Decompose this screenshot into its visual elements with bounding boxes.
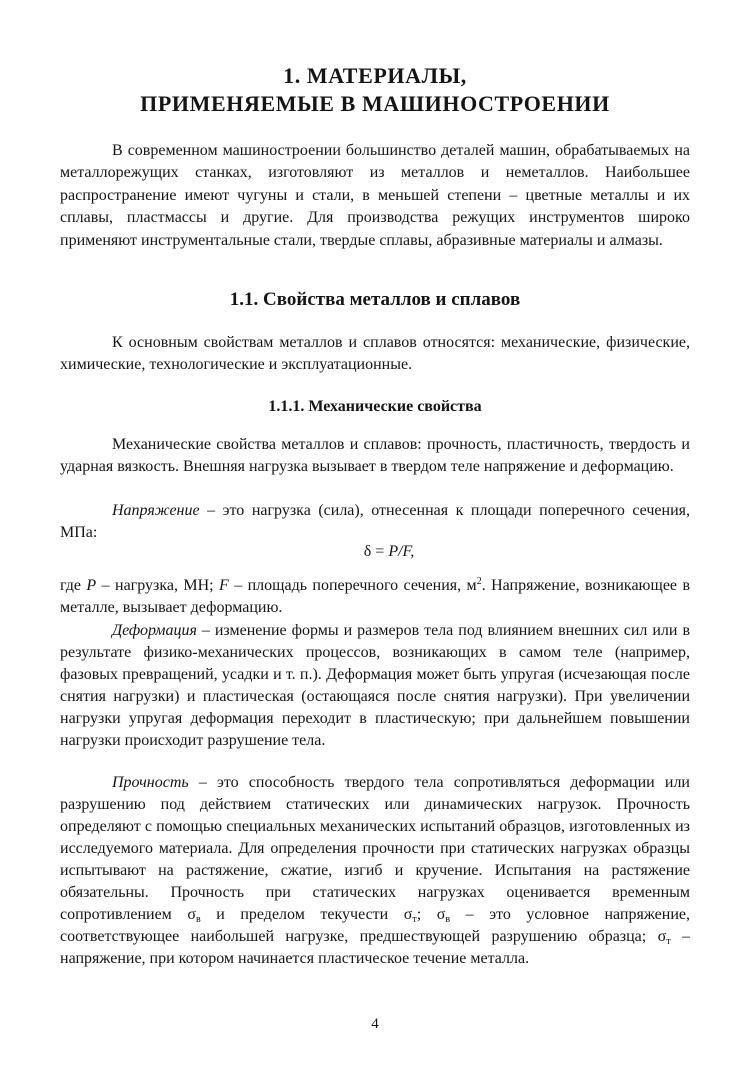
intro-paragraph: В современном машиностроении большинство деталей машин, обрабатываемых на металлорежущих станках, изготовляют из металлов и неметаллов. Наибольшее распространение имеют чугуны и стали, в меньшей степени – цветные металлы и их сплавы, пластмассы и другие. Для производства режущих инструментов широко применяют инструментальные стали, твердые сплавы, абразивные материалы и алмазы. (60, 142, 690, 249)
deformation-definition: – изменение формы и размеров тела под влиянием внешних сил или в результате физико-механических процессов, возникающих в самом теле (например, фазовых превращений, усадки и т. п.). Деформация может быть упругая (исчезающая после снятия нагрузки) и пластическая (остающаяся после снятия нагрузки). При увеличении нагрузки упругая деформация переходит в пластическую; при дальнейшем повышении нагрузки происходит разрушение тела. (60, 622, 690, 749)
formula-explanation-paragraph (60, 575, 690, 620)
strength-text-3: ; (416, 906, 437, 923)
stress-term: Напряжение (112, 502, 200, 519)
properties-paragraph: К основным свойствам металлов и сплавов относятся: механические, физические, химические, технологические и эксплуатационные. (60, 334, 690, 374)
strength-term: Прочность (112, 774, 189, 791)
where-text-f: – площадь поперечного сечения, м (228, 577, 477, 594)
sigma-v-symbol-2: σ (436, 906, 446, 923)
where-suffix: . Напряжение, возникающее в металле, вызывает деформацию. (60, 577, 690, 617)
sigma-v-subscript-2: в (445, 914, 451, 925)
sigma-t-subscript: т (412, 914, 417, 925)
stress-paragraph (60, 500, 690, 545)
chapter-title-line-1: 1. МАТЕРИАЛЫ, (283, 63, 467, 88)
sigma-t-subscript-2: т (666, 936, 671, 947)
variable-p: P (86, 577, 97, 594)
variable-f: F (219, 577, 229, 594)
sigma-v-subscript: в (195, 914, 201, 925)
chapter-title (60, 62, 690, 118)
where-prefix: где (60, 577, 87, 594)
formula-lhs: δ = (363, 543, 389, 560)
strength-text-4: – это условное напряжение, соответствующее наибольшей нагрузке, предшествующей разрушению образца; (60, 906, 691, 945)
sigma-t-symbol: σ (403, 906, 413, 923)
strength-paragraph (60, 772, 690, 970)
strength-text-5: – напряжение, при котором начинается пластическое течение металла. (60, 928, 691, 967)
where-text-p: – нагрузка, МН; (96, 577, 220, 594)
section-title: 1.1. Свойства металлов и сплавов (229, 289, 521, 310)
subsection-title: 1.1.1. Механические свойства (268, 398, 482, 415)
deformation-paragraph (60, 620, 690, 752)
page-number: 4 (371, 1016, 379, 1032)
sigma-v-symbol: σ (187, 906, 196, 923)
chapter-title-line-2: ПРИМЕНЯЕМЫЕ В МАШИНОСТРОЕНИИ (140, 91, 610, 116)
stress-definition: – это нагрузка (сила), отнесенная к площади поперечного сечения, МПа: (60, 502, 690, 542)
deformation-term: Деформация (112, 622, 197, 639)
square-superscript: 2 (476, 576, 482, 587)
mechanical-properties-paragraph: Механические свойства металлов и сплавов: прочность, пластичность, твердость и ударная вязкость. Внешняя нагрузка вызывает в твердом теле напряжение и деформацию. (60, 436, 690, 476)
stress-formula (60, 541, 690, 563)
formula-rhs: P/F, (388, 543, 415, 560)
strength-text-2: и пределом текучести (200, 906, 404, 923)
sigma-t-symbol-2: σ (657, 928, 667, 945)
strength-text-1: – это способность твердого тела сопротивляться деформации или разрушению под действием статических или динамических нагрузок. Прочность определяют с помощью специальных механических испытаний образцов, изготовленных из исследуемого материала. Для определения прочности при статических нагрузках образцы испытывают на растяжение, сжатие, изгиб и кручение. Испытания на растяжение обязательны. Прочность при статических нагрузках оценивается временным сопротивлением (60, 774, 690, 923)
